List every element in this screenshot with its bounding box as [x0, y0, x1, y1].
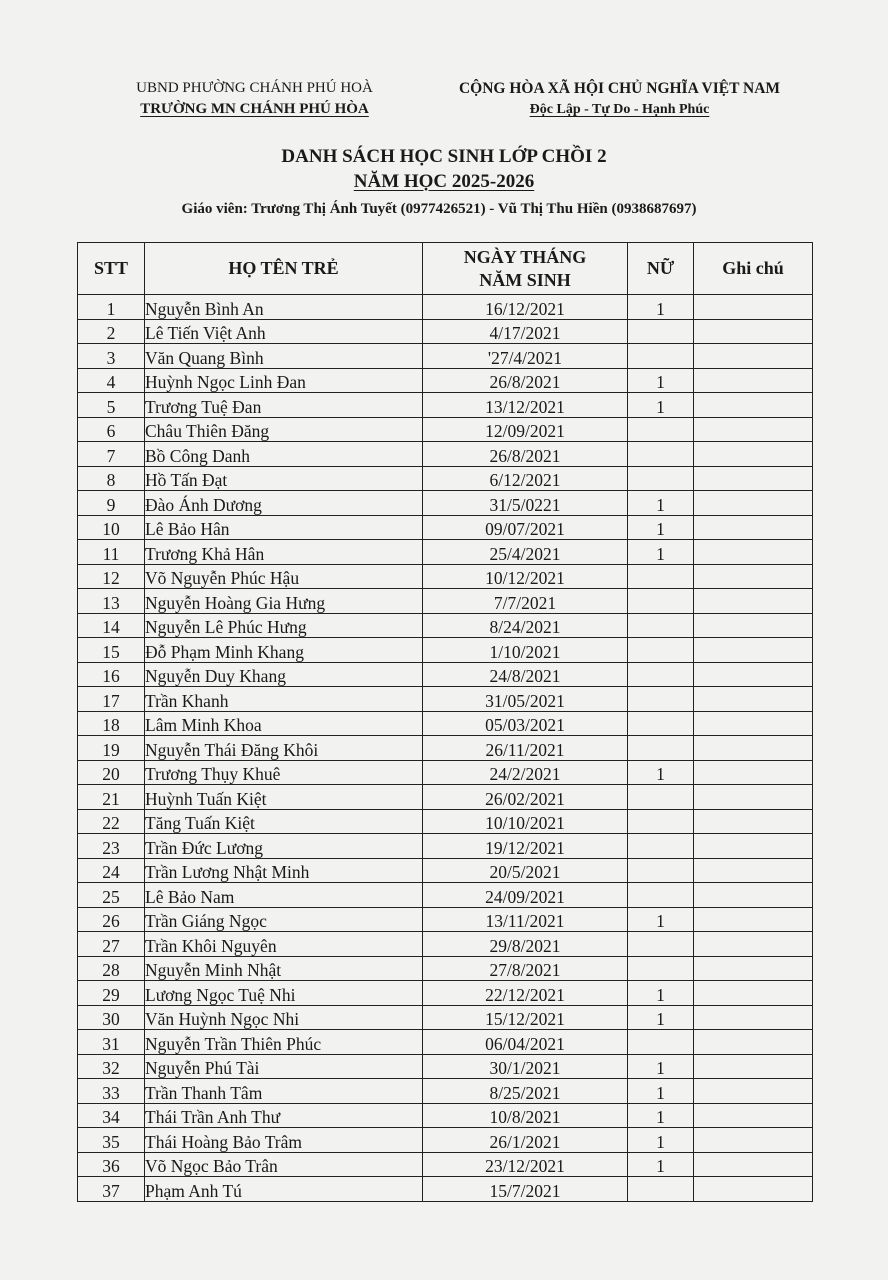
- cell-female: [628, 564, 694, 589]
- cell-stt: 7: [78, 442, 145, 467]
- cell-dob: 13/11/2021: [423, 907, 628, 932]
- cell-female: [628, 834, 694, 859]
- table-row: [78, 1128, 813, 1153]
- cell-female: 1: [628, 1054, 694, 1079]
- cell-female: [628, 1030, 694, 1055]
- cell-dob: 05/03/2021: [423, 711, 628, 736]
- cell-note: [694, 589, 813, 614]
- cell-note: [694, 1054, 813, 1079]
- cell-female: [628, 662, 694, 687]
- table-row: [78, 1054, 813, 1079]
- table-row: [78, 638, 813, 663]
- cell-female: [628, 344, 694, 369]
- cell-female: [628, 932, 694, 957]
- cell-female: 1: [628, 907, 694, 932]
- table-row: [78, 809, 813, 834]
- table-row: [78, 785, 813, 810]
- table-row: [78, 613, 813, 638]
- cell-dob: 8/24/2021: [423, 613, 628, 638]
- cell-stt: 5: [78, 393, 145, 418]
- table-row: [78, 1005, 813, 1030]
- cell-stt: 36: [78, 1152, 145, 1177]
- cell-note: [694, 442, 813, 467]
- document-title-block: [0, 144, 888, 221]
- national-name: CỘNG HÒA XÃ HỘI CHỦ NGHĨA VIỆT NAM: [458, 80, 781, 97]
- cell-name: Châu Thiên Đăng: [145, 417, 423, 442]
- cell-name: Trần Khanh: [145, 687, 423, 712]
- cell-name: Thái Hoàng Bảo Trâm: [145, 1128, 423, 1153]
- cell-name: Nguyễn Thái Đăng Khôi: [145, 736, 423, 761]
- cell-dob: 24/09/2021: [423, 883, 628, 908]
- cell-female: 1: [628, 540, 694, 565]
- cell-female: [628, 858, 694, 883]
- cell-note: [694, 785, 813, 810]
- cell-note: [694, 883, 813, 908]
- cell-name: Phạm Anh Tú: [145, 1177, 423, 1202]
- cell-note: [694, 662, 813, 687]
- cell-female: 1: [628, 491, 694, 516]
- table-row: [78, 858, 813, 883]
- cell-dob: 15/7/2021: [423, 1177, 628, 1202]
- cell-name: Văn Huỳnh Ngọc Nhi: [145, 1005, 423, 1030]
- cell-note: [694, 1128, 813, 1153]
- cell-dob: 12/09/2021: [423, 417, 628, 442]
- cell-female: [628, 809, 694, 834]
- cell-note: [694, 613, 813, 638]
- cell-stt: 18: [78, 711, 145, 736]
- cell-dob: 1/10/2021: [423, 638, 628, 663]
- cell-stt: 15: [78, 638, 145, 663]
- table-row: [78, 368, 813, 393]
- cell-name: Lê Bảo Hân: [145, 515, 423, 540]
- cell-note: [694, 809, 813, 834]
- table-row: [78, 589, 813, 614]
- cell-female: 1: [628, 981, 694, 1006]
- national-motto: Độc Lập - Tự Do - Hạnh Phúc: [529, 102, 710, 117]
- table-row: [78, 393, 813, 418]
- cell-stt: 3: [78, 344, 145, 369]
- cell-dob: 24/2/2021: [423, 760, 628, 785]
- school-header: [112, 78, 397, 120]
- header-note: Ghi chú: [694, 243, 813, 295]
- cell-stt: 10: [78, 515, 145, 540]
- cell-stt: 23: [78, 834, 145, 859]
- cell-dob: 25/4/2021: [423, 540, 628, 565]
- cell-name: Trương Thụy Khuê: [145, 760, 423, 785]
- table-row: [78, 687, 813, 712]
- table-row: [78, 1030, 813, 1055]
- cell-dob: 20/5/2021: [423, 858, 628, 883]
- table-row: [78, 1103, 813, 1128]
- cell-dob: 10/12/2021: [423, 564, 628, 589]
- cell-dob: '27/4/2021: [423, 344, 628, 369]
- cell-stt: 35: [78, 1128, 145, 1153]
- cell-name: Trương Khả Hân: [145, 540, 423, 565]
- cell-dob: 6/12/2021: [423, 466, 628, 491]
- cell-stt: 34: [78, 1103, 145, 1128]
- cell-dob: 7/7/2021: [423, 589, 628, 614]
- cell-note: [694, 295, 813, 320]
- cell-female: 1: [628, 515, 694, 540]
- cell-female: 1: [628, 1079, 694, 1104]
- cell-female: [628, 417, 694, 442]
- cell-dob: 23/12/2021: [423, 1152, 628, 1177]
- cell-stt: 29: [78, 981, 145, 1006]
- cell-female: 1: [628, 1128, 694, 1153]
- cell-stt: 31: [78, 1030, 145, 1055]
- cell-name: Đỗ Phạm Minh Khang: [145, 638, 423, 663]
- cell-stt: 6: [78, 417, 145, 442]
- table-row: [78, 417, 813, 442]
- cell-name: Nguyễn Trần Thiên Phúc: [145, 1030, 423, 1055]
- school-name: TRƯỜNG MN CHÁNH PHÚ HÒA: [140, 101, 369, 117]
- student-roster-table: [77, 242, 813, 1202]
- table-row: [78, 319, 813, 344]
- cell-stt: 1: [78, 295, 145, 320]
- cell-name: Trần Khôi Nguyên: [145, 932, 423, 957]
- table-row: [78, 515, 813, 540]
- header-name: HỌ TÊN TRẺ: [145, 243, 423, 295]
- cell-female: 1: [628, 393, 694, 418]
- cell-stt: 24: [78, 858, 145, 883]
- cell-female: [628, 711, 694, 736]
- cell-name: Nguyễn Bình An: [145, 295, 423, 320]
- cell-stt: 8: [78, 466, 145, 491]
- cell-female: [628, 883, 694, 908]
- cell-dob: 29/8/2021: [423, 932, 628, 957]
- cell-note: [694, 1177, 813, 1202]
- cell-stt: 27: [78, 932, 145, 957]
- cell-name: Văn Quang Bình: [145, 344, 423, 369]
- cell-note: [694, 858, 813, 883]
- table-row: [78, 1152, 813, 1177]
- cell-name: Nguyễn Hoàng Gia Hưng: [145, 589, 423, 614]
- cell-stt: 32: [78, 1054, 145, 1079]
- cell-stt: 16: [78, 662, 145, 687]
- table-row: [78, 956, 813, 981]
- document-title: DANH SÁCH HỌC SINH LỚP CHỒI 2: [281, 146, 607, 167]
- cell-name: Lê Bảo Nam: [145, 883, 423, 908]
- cell-dob: 4/17/2021: [423, 319, 628, 344]
- cell-dob: 24/8/2021: [423, 662, 628, 687]
- cell-dob: 26/1/2021: [423, 1128, 628, 1153]
- cell-note: [694, 907, 813, 932]
- cell-dob: 16/12/2021: [423, 295, 628, 320]
- cell-name: Võ Ngọc Bảo Trân: [145, 1152, 423, 1177]
- cell-female: [628, 589, 694, 614]
- table-row: [78, 760, 813, 785]
- cell-note: [694, 760, 813, 785]
- table-row: [78, 564, 813, 589]
- teachers-line: Giáo viên: Trương Thị Ánh Tuyết (0977426521) - Vũ Thị Thu Hiền (0938687697): [181, 201, 697, 217]
- cell-dob: 19/12/2021: [423, 834, 628, 859]
- cell-female: [628, 319, 694, 344]
- cell-dob: 30/1/2021: [423, 1054, 628, 1079]
- cell-female: 1: [628, 295, 694, 320]
- cell-dob: 31/05/2021: [423, 687, 628, 712]
- cell-note: [694, 956, 813, 981]
- cell-stt: 14: [78, 613, 145, 638]
- cell-name: Bồ Công Danh: [145, 442, 423, 467]
- cell-female: 1: [628, 368, 694, 393]
- cell-stt: 17: [78, 687, 145, 712]
- cell-note: [694, 711, 813, 736]
- school-year: NĂM HỌC 2025-2026: [353, 171, 535, 192]
- cell-note: [694, 540, 813, 565]
- cell-female: [628, 638, 694, 663]
- cell-note: [694, 1152, 813, 1177]
- cell-stt: 12: [78, 564, 145, 589]
- cell-note: [694, 638, 813, 663]
- cell-female: [628, 687, 694, 712]
- table-body: [78, 295, 813, 1202]
- cell-stt: 11: [78, 540, 145, 565]
- cell-stt: 28: [78, 956, 145, 981]
- cell-name: Nguyễn Lê Phúc Hưng: [145, 613, 423, 638]
- table-row: [78, 907, 813, 932]
- cell-stt: 20: [78, 760, 145, 785]
- cell-stt: 13: [78, 589, 145, 614]
- cell-dob: 09/07/2021: [423, 515, 628, 540]
- cell-female: [628, 442, 694, 467]
- header-stt: STT: [78, 243, 145, 295]
- cell-name: Nguyễn Duy Khang: [145, 662, 423, 687]
- cell-note: [694, 1103, 813, 1128]
- table-header-row: [78, 243, 813, 295]
- cell-female: [628, 736, 694, 761]
- cell-stt: 25: [78, 883, 145, 908]
- cell-dob: 26/02/2021: [423, 785, 628, 810]
- ward-name: UBND PHƯỜNG CHÁNH PHÚ HOÀ: [136, 80, 373, 96]
- cell-stt: 37: [78, 1177, 145, 1202]
- header-dob-label: NGÀY THÁNG NĂM SINH: [463, 246, 587, 290]
- cell-note: [694, 932, 813, 957]
- cell-female: [628, 1177, 694, 1202]
- cell-stt: 2: [78, 319, 145, 344]
- cell-name: Lê Tiến Việt Anh: [145, 319, 423, 344]
- table-row: [78, 540, 813, 565]
- cell-female: 1: [628, 760, 694, 785]
- cell-female: [628, 785, 694, 810]
- cell-name: Trần Lương Nhật Minh: [145, 858, 423, 883]
- cell-dob: 26/8/2021: [423, 368, 628, 393]
- cell-name: Lâm Minh Khoa: [145, 711, 423, 736]
- cell-note: [694, 564, 813, 589]
- cell-note: [694, 981, 813, 1006]
- cell-note: [694, 344, 813, 369]
- cell-note: [694, 687, 813, 712]
- table-row: [78, 344, 813, 369]
- cell-note: [694, 368, 813, 393]
- table-row: [78, 491, 813, 516]
- cell-dob: 10/8/2021: [423, 1103, 628, 1128]
- cell-dob: 10/10/2021: [423, 809, 628, 834]
- table-row: [78, 1177, 813, 1202]
- cell-name: Trần Đức Lương: [145, 834, 423, 859]
- cell-stt: 30: [78, 1005, 145, 1030]
- table-row: [78, 711, 813, 736]
- cell-stt: 19: [78, 736, 145, 761]
- table-row: [78, 981, 813, 1006]
- cell-female: [628, 956, 694, 981]
- cell-name: Nguyễn Phú Tài: [145, 1054, 423, 1079]
- cell-name: Huỳnh Tuấn Kiệt: [145, 785, 423, 810]
- cell-dob: 31/5/0221: [423, 491, 628, 516]
- table-row: [78, 442, 813, 467]
- cell-name: Tăng Tuấn Kiệt: [145, 809, 423, 834]
- cell-dob: 13/12/2021: [423, 393, 628, 418]
- cell-dob: 15/12/2021: [423, 1005, 628, 1030]
- cell-stt: 9: [78, 491, 145, 516]
- cell-dob: 27/8/2021: [423, 956, 628, 981]
- cell-note: [694, 491, 813, 516]
- cell-stt: 33: [78, 1079, 145, 1104]
- cell-note: [694, 736, 813, 761]
- cell-name: Trần Thanh Tâm: [145, 1079, 423, 1104]
- cell-note: [694, 1030, 813, 1055]
- cell-dob: 26/11/2021: [423, 736, 628, 761]
- cell-female: [628, 613, 694, 638]
- cell-note: [694, 393, 813, 418]
- cell-stt: 26: [78, 907, 145, 932]
- cell-name: Huỳnh Ngọc Linh Đan: [145, 368, 423, 393]
- cell-note: [694, 417, 813, 442]
- cell-name: Đào Ánh Dương: [145, 491, 423, 516]
- cell-name: Võ Nguyễn Phúc Hậu: [145, 564, 423, 589]
- cell-note: [694, 319, 813, 344]
- cell-female: 1: [628, 1152, 694, 1177]
- cell-name: Thái Trần Anh Thư: [145, 1103, 423, 1128]
- national-header: [432, 78, 807, 120]
- cell-dob: 22/12/2021: [423, 981, 628, 1006]
- cell-name: Trần Giáng Ngọc: [145, 907, 423, 932]
- cell-note: [694, 466, 813, 491]
- table-row: [78, 466, 813, 491]
- table-row: [78, 932, 813, 957]
- cell-stt: 22: [78, 809, 145, 834]
- cell-female: 1: [628, 1103, 694, 1128]
- cell-dob: 26/8/2021: [423, 442, 628, 467]
- cell-dob: 8/25/2021: [423, 1079, 628, 1104]
- cell-name: Nguyễn Minh Nhật: [145, 956, 423, 981]
- table-row: [78, 736, 813, 761]
- table-row: [78, 834, 813, 859]
- cell-note: [694, 515, 813, 540]
- cell-note: [694, 834, 813, 859]
- table-row: [78, 662, 813, 687]
- cell-note: [694, 1079, 813, 1104]
- cell-name: Trương Tuệ Đan: [145, 393, 423, 418]
- cell-name: Hồ Tấn Đạt: [145, 466, 423, 491]
- cell-name: Lương Ngọc Tuệ Nhi: [145, 981, 423, 1006]
- header-female: NỮ: [628, 243, 694, 295]
- cell-note: [694, 1005, 813, 1030]
- cell-female: [628, 466, 694, 491]
- cell-stt: 4: [78, 368, 145, 393]
- cell-female: 1: [628, 1005, 694, 1030]
- table-row: [78, 295, 813, 320]
- header-dob: [423, 243, 628, 295]
- cell-stt: 21: [78, 785, 145, 810]
- cell-dob: 06/04/2021: [423, 1030, 628, 1055]
- table-row: [78, 883, 813, 908]
- table-row: [78, 1079, 813, 1104]
